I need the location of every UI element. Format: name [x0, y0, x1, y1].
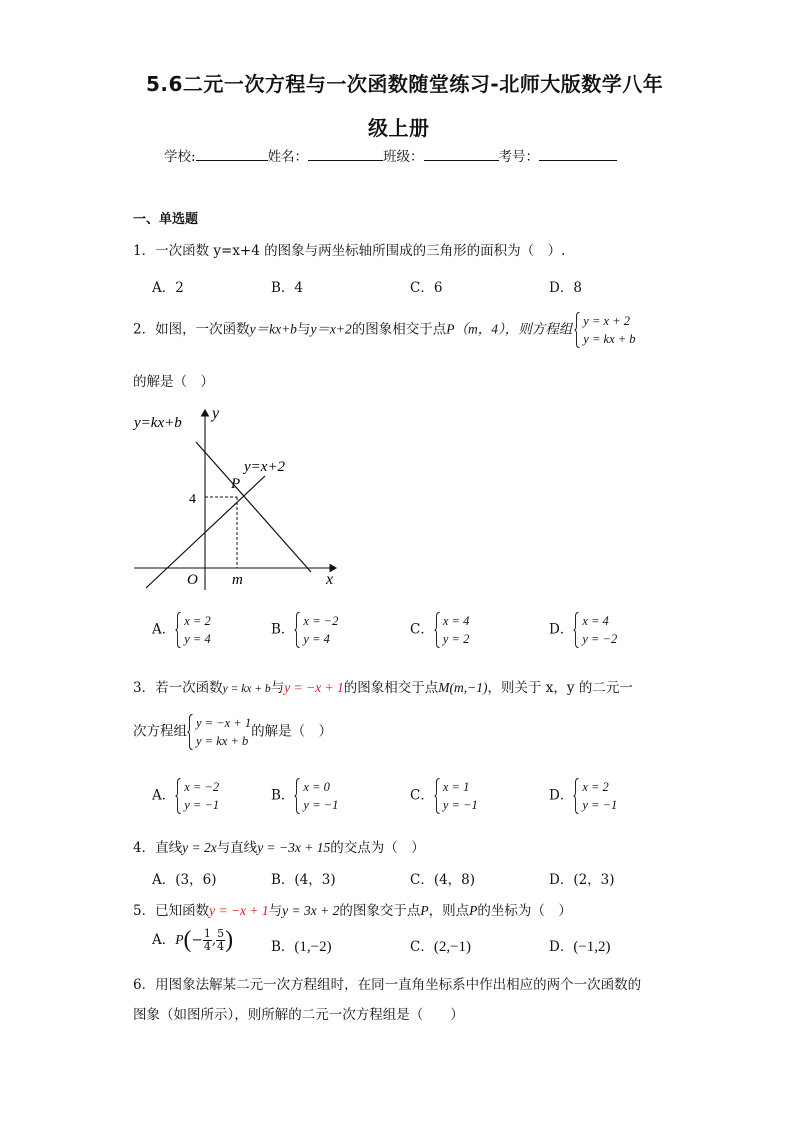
brace-icon [175, 778, 181, 814]
label-origin: O [187, 572, 198, 588]
q5-d-letter: D． [549, 939, 574, 955]
q2-sys-row-2: y = kx + b [583, 332, 636, 346]
q5-a-den-2: 4 [217, 940, 225, 953]
q3-a-row-2: y = −1 [184, 798, 220, 812]
q2-point: P（m，4），则方程组 [446, 321, 573, 337]
q2-option-a[interactable] [152, 612, 211, 648]
q5-a-letter: A． [152, 932, 176, 948]
q5-d-value: (−1,2) [573, 939, 611, 955]
q2-equation-system [574, 312, 635, 348]
q2-d-row-2: y = −2 [582, 632, 618, 646]
q3-line2-tail: 的解是（ ） [251, 723, 333, 740]
q3-d-row-1: x = 2 [582, 780, 609, 794]
name-label: 姓名： [267, 149, 309, 165]
q2-option-b[interactable] [271, 612, 338, 648]
q3-b-letter: B． [271, 787, 295, 804]
q5-point-p: P [420, 903, 429, 918]
q2-c-row-1: x = 4 [442, 614, 470, 628]
q5-a-num-2: 5 [217, 927, 225, 940]
q3-d-row-2: y = −1 [582, 798, 618, 812]
q4-prefix: 4．直线 [133, 840, 183, 856]
q2-b-letter: B． [271, 621, 295, 638]
q3-prefix: 3．若一次函数 [133, 680, 223, 696]
q2-function-1: y＝kx+b [249, 321, 297, 337]
q5-a-den-1: 4 [203, 940, 211, 953]
q2-a-row-2: y = 4 [184, 632, 211, 646]
q3-a-letter: A． [152, 787, 176, 804]
right-paren-icon: ) [225, 927, 234, 953]
q3-sys-row-1: y = −x + 1 [196, 716, 252, 730]
q4-option-a[interactable]: A．(3，6) [152, 872, 217, 888]
q3-line2-prefix: 次方程组 [133, 723, 187, 740]
q5-point-p-2: P [469, 903, 478, 918]
q3-mid: 与 [270, 680, 285, 696]
label-4: 4 [189, 492, 196, 507]
q4-option-d[interactable]: D．(2，3) [549, 872, 615, 888]
q2-tail: 的图象相交于点 [351, 321, 447, 338]
brace-icon [434, 612, 440, 648]
q3-c-letter: C． [410, 787, 434, 804]
label-y-axis: y [212, 405, 220, 422]
q1-option-d[interactable]: D．8 [549, 280, 582, 296]
q3-b-row-1: x = 0 [303, 780, 330, 794]
q2-d-system [573, 612, 617, 648]
q3-d-system [573, 778, 617, 814]
exam-no-blank[interactable] [539, 146, 617, 161]
student-info-line [164, 145, 617, 165]
q3-point: M(m,−1) [438, 680, 488, 695]
brace-icon [175, 612, 181, 648]
q3-option-d[interactable] [549, 778, 617, 814]
q5-option-d[interactable] [549, 935, 611, 956]
q3-c-system [434, 778, 478, 814]
q2-line-2: 的解是（ ） [133, 374, 214, 390]
brace-icon [573, 778, 579, 814]
q2-option-d[interactable] [549, 612, 617, 648]
q5-option-a[interactable]: A．P(− $\frac{1}{4}$ , $\frac{5}{4}$ ) [152, 927, 234, 953]
q5-a-p: P [175, 932, 184, 947]
q2-a-row-1: x = 2 [184, 614, 211, 628]
q3-line-2 [133, 714, 332, 750]
q1-option-b[interactable]: B．4 [271, 280, 304, 296]
q2-a-system [175, 612, 210, 648]
q3-function-1: y = kx + b [222, 683, 271, 695]
q2-c-system [434, 612, 469, 648]
question-6-line-2: 图象（如图所示），则所解的二元一次方程组是（ ） [133, 1007, 464, 1023]
brace-icon [187, 714, 193, 750]
left-paren-icon: ( [183, 927, 192, 953]
page-title-line1: 5.6二元一次方程与一次函数随堂练习-北师大版数学八年 [146, 72, 664, 96]
q5-tail: 的图象交于点 [339, 903, 421, 919]
label-x-plus-2: y=x+2 [244, 459, 286, 475]
school-blank[interactable] [196, 146, 268, 161]
q3-a-row-1: x = −2 [184, 780, 220, 794]
q3-c-row-2: y = −1 [442, 798, 478, 812]
label-x-axis: x [326, 571, 334, 588]
q5-prefix: 5．已知函数 [133, 903, 210, 919]
q2-c-letter: C． [410, 621, 434, 638]
page-title-line2: 级上册 [368, 116, 430, 140]
q5-c-value: (2,−1) [433, 939, 472, 955]
q5-option-c[interactable] [410, 935, 471, 956]
q3-sys-row-2: y = kx + b [196, 734, 249, 748]
q2-prefix: 2．如图，一次函数 [133, 321, 250, 338]
q3-tail-2: ，则关于 x，y 的二元一 [487, 680, 633, 696]
q5-option-b[interactable] [271, 935, 332, 956]
brace-icon [574, 312, 580, 348]
brace-icon [434, 778, 440, 814]
q3-c-row-1: x = 1 [442, 780, 470, 794]
q2-mid: 与 [296, 321, 311, 338]
question-6-line-1: 6．用图象法解某二元一次方程组时，在同一直角坐标系中作出相应的两个一次函数的 [133, 977, 642, 993]
school-label: 学校: [164, 149, 196, 165]
q4-function-1: y = 2x [182, 840, 217, 855]
question-1: 1．一次函数 y=x+4 的图象与两坐标轴所围成的三角形的面积为（ ）. [133, 243, 566, 259]
q3-equation-system [187, 714, 251, 750]
brace-icon [294, 612, 300, 648]
exam-no-label: 考号： [498, 149, 540, 165]
q3-option-a[interactable] [152, 778, 219, 814]
q3-tail: 的图象相交于点 [343, 680, 439, 696]
q4-function-2: y = −3x + 15 [257, 840, 331, 855]
brace-icon [294, 778, 300, 814]
q3-option-b[interactable] [271, 778, 338, 814]
q5-function-1: y = −x + 1 [209, 903, 269, 918]
q3-function-2: y = −x + 1 [284, 680, 344, 695]
q3-option-c[interactable] [410, 778, 478, 814]
q1-option-a[interactable]: A．2 [152, 280, 184, 296]
q5-mid: 与 [268, 903, 283, 919]
question-4 [133, 836, 425, 856]
q2-function-2: y＝x+2 [310, 321, 352, 337]
q5-tail-2: ，则点 [428, 903, 470, 919]
name-blank[interactable] [308, 146, 383, 161]
q1-option-c[interactable]: C．6 [410, 280, 443, 296]
q2-b-row-2: y = 4 [303, 632, 330, 646]
q2-sys-row-1: y = x + 2 [583, 314, 630, 328]
q4-mid: 与直线 [216, 840, 258, 856]
q3-b-system [294, 778, 338, 814]
q5-function-2: y = 3x + 2 [282, 903, 340, 918]
q5-a-fraction-1 [203, 928, 212, 953]
class-blank[interactable] [424, 146, 499, 161]
q2-d-letter: D． [549, 621, 574, 638]
label-point-p: P [231, 476, 241, 492]
q5-a-num-1: 1 [203, 927, 211, 940]
q5-tail-3: 的坐标为（ ） [477, 903, 572, 919]
q4-tail: 的交点为（ ） [330, 840, 425, 856]
q4-option-b[interactable]: B．(4，3) [271, 872, 336, 888]
q5-a-fraction-2 [216, 928, 225, 953]
q2-option-c[interactable] [410, 612, 469, 648]
q2-b-row-1: x = −2 [303, 614, 339, 628]
q5-b-value: (1,−2) [294, 939, 332, 955]
q5-b-letter: B． [271, 939, 295, 955]
brace-icon [573, 612, 579, 648]
question-3 [133, 676, 633, 696]
label-m: m [232, 572, 243, 588]
q2-c-row-2: y = 2 [442, 632, 470, 646]
section-heading: 一、单选题 [133, 212, 199, 227]
q3-b-row-2: y = −1 [303, 798, 339, 812]
class-label: 班级： [383, 149, 424, 165]
q2-a-letter: A． [152, 621, 176, 638]
q2-graph [128, 400, 348, 596]
q2-d-row-1: x = 4 [582, 614, 609, 628]
label-kx-b: y=kx+b [134, 415, 182, 431]
q3-a-system [175, 778, 219, 814]
q5-c-letter: C． [410, 939, 434, 955]
q3-d-letter: D． [549, 787, 574, 804]
q5-a-minus: − [191, 932, 203, 948]
q4-option-c[interactable]: C．(4，8) [410, 872, 476, 888]
q2-b-system [294, 612, 338, 648]
question-2 [133, 312, 636, 348]
question-5 [133, 899, 572, 919]
